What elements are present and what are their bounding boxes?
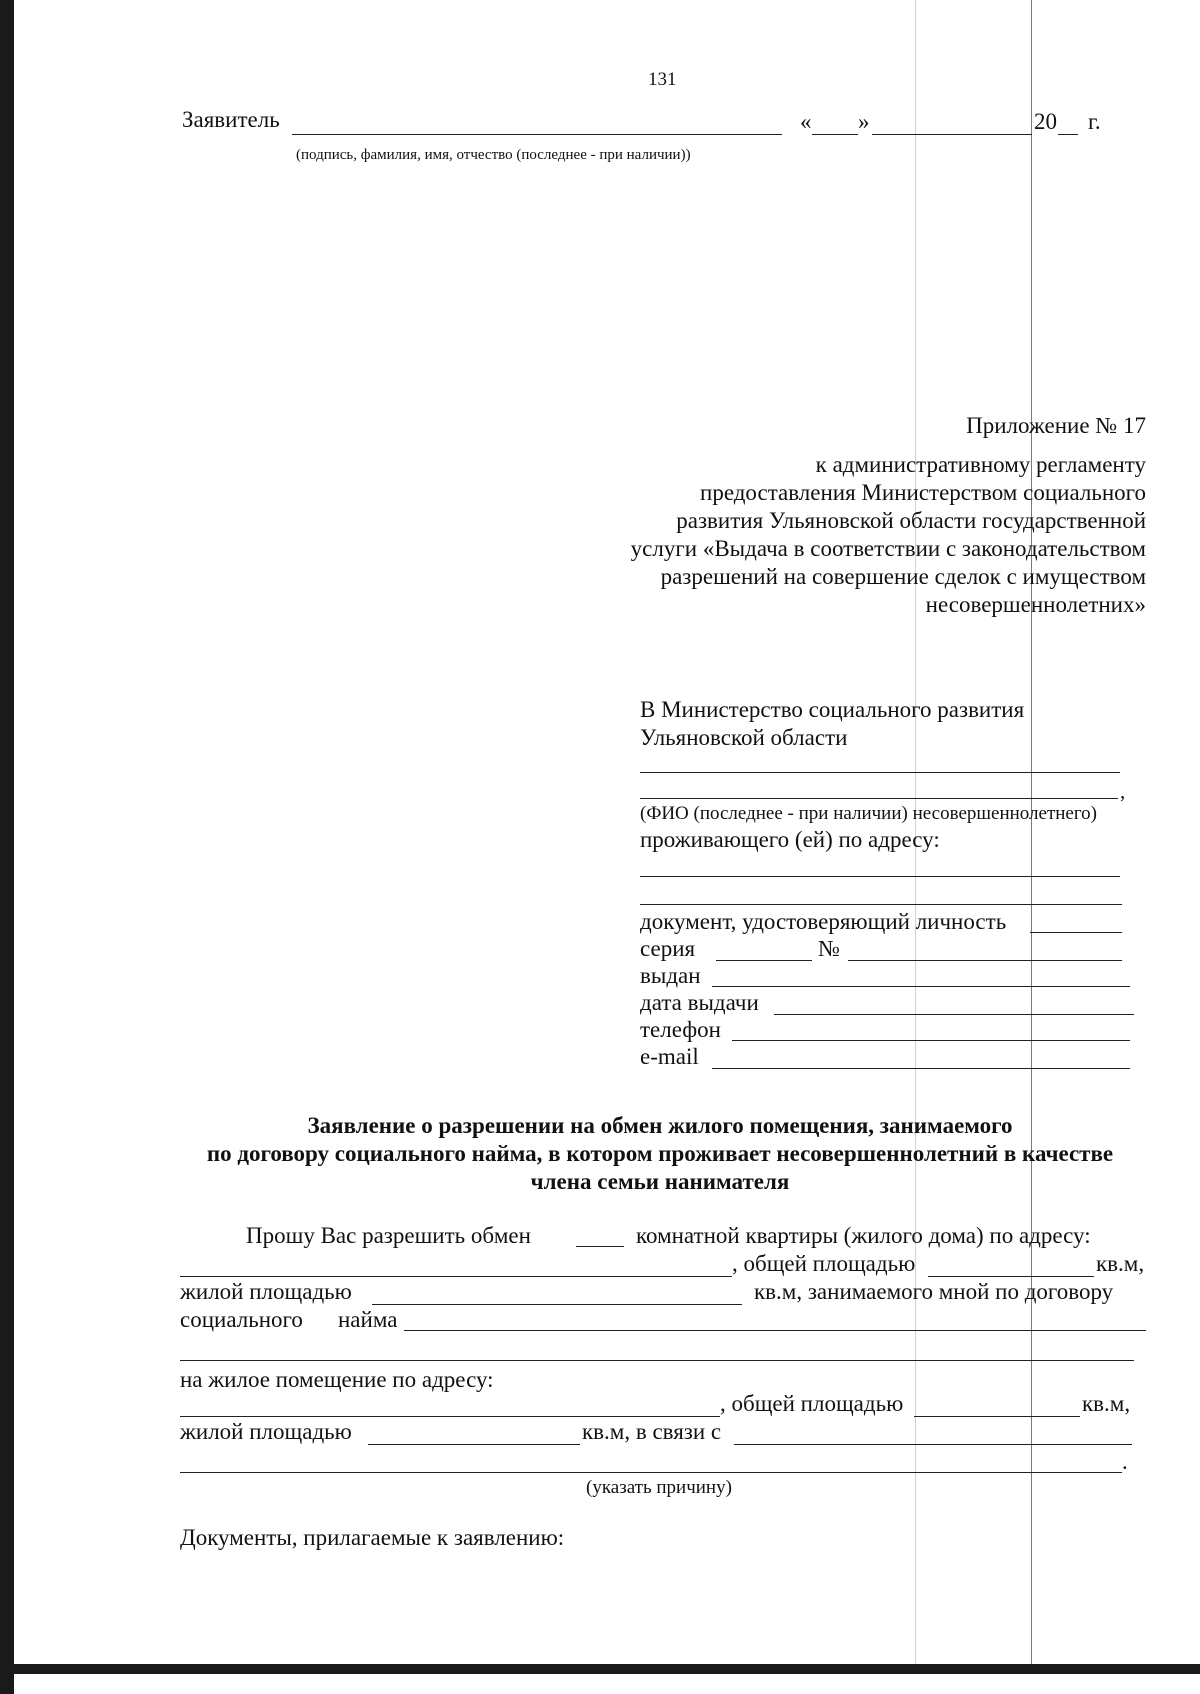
- body-request-start: Прошу Вас разрешить обмен: [246, 1223, 531, 1248]
- living-area2-label: жилой площадью: [180, 1419, 352, 1444]
- body-request-mid: комнатной квартиры (жилого дома) по адресу:: [636, 1223, 1091, 1248]
- document-title: [160, 1112, 1160, 1196]
- phone-label: телефон: [640, 1017, 721, 1042]
- document-label: документ, удостоверяющий личность: [640, 909, 1007, 934]
- issue-date-label: дата выдачи: [640, 990, 759, 1015]
- email-label: e-mail: [640, 1044, 699, 1069]
- reason-line-1[interactable]: [734, 1444, 1132, 1445]
- living-area2-line[interactable]: [368, 1444, 580, 1445]
- reason-caption: (указать причину): [586, 1477, 732, 1498]
- annex-line: к административному регламенту: [815, 452, 1146, 477]
- series-label: серия: [640, 936, 696, 961]
- applicant-label: Заявитель: [182, 107, 280, 132]
- address-line-2[interactable]: [640, 904, 1122, 905]
- fio-caption: (ФИО (последнее - при наличии) несовершеннолетнего): [640, 803, 1098, 824]
- reason-period: .: [1122, 1449, 1128, 1474]
- year-prefix: 20: [1034, 109, 1057, 134]
- year-suffix: г.: [1088, 109, 1101, 134]
- total-area2-line[interactable]: [914, 1416, 1080, 1417]
- exchange-address-line[interactable]: [180, 1276, 732, 1277]
- annex-line: несовершеннолетних»: [925, 592, 1146, 617]
- scan-artifact-line: [1031, 0, 1032, 1664]
- new-place-label: на жилое помещение по адресу:: [180, 1367, 494, 1392]
- quote-open: «: [800, 109, 812, 134]
- annex-line: развития Ульяновской области государственной: [676, 508, 1146, 533]
- hire-label: найма: [338, 1307, 398, 1332]
- documents-label: Документы, прилагаемые к заявлению:: [180, 1525, 565, 1550]
- year-line[interactable]: [1058, 134, 1078, 135]
- series-line[interactable]: [716, 960, 812, 961]
- contract-line-2[interactable]: [180, 1360, 1134, 1361]
- applicant-signature-line[interactable]: [292, 134, 782, 135]
- quote-close: »: [858, 109, 870, 134]
- phone-line[interactable]: [732, 1040, 1130, 1041]
- living-area-line[interactable]: [372, 1304, 742, 1305]
- total-area-label: , общей площадью: [732, 1251, 916, 1276]
- fio-line-1[interactable]: [640, 772, 1120, 773]
- due-to-label: кв.м, в связи с: [582, 1419, 722, 1444]
- fio-line-2[interactable]: [640, 798, 1118, 799]
- annex-line: разрешений на совершение сделок с имуществом: [660, 564, 1146, 589]
- occupied-label: кв.м, занимаемого мной по договору: [754, 1279, 1114, 1304]
- email-line[interactable]: [712, 1068, 1130, 1069]
- annex-block: [631, 412, 1146, 619]
- new-address-line[interactable]: [180, 1416, 720, 1417]
- living-area-label: жилой площадью: [180, 1279, 352, 1304]
- annex-line: Приложение № 17: [966, 413, 1146, 438]
- issued-line[interactable]: [712, 986, 1130, 987]
- title-line: члена семьи нанимателя: [530, 1169, 790, 1194]
- number-label: №: [818, 936, 840, 961]
- total-area2-unit: кв.м,: [1082, 1391, 1131, 1416]
- total-area2-label: , общей площадью: [720, 1391, 904, 1416]
- residing-label: проживающего (ей) по адресу:: [640, 827, 940, 852]
- number-line[interactable]: [848, 960, 1122, 961]
- scan-edge-bottom: [0, 1664, 1200, 1674]
- document-line[interactable]: [1030, 932, 1122, 933]
- social-label: социального: [180, 1307, 303, 1332]
- applicant-caption: (подпись, фамилия, имя, отчество (последнее - при наличии)): [296, 147, 691, 163]
- total-area-line[interactable]: [928, 1276, 1094, 1277]
- annex-line: услуги «Выдача в соответствии с законодательством: [630, 536, 1146, 561]
- title-line: по договору социального найма, в котором проживает несовершеннолетний в качестве: [206, 1141, 1114, 1166]
- month-line[interactable]: [872, 134, 1032, 135]
- addressee-line-2: Ульяновской области: [640, 725, 848, 750]
- rooms-count-line[interactable]: [576, 1246, 624, 1247]
- reason-line-2[interactable]: [180, 1472, 1122, 1473]
- title-line: Заявление о разрешении на обмен жилого помещения, занимаемого: [307, 1113, 1013, 1138]
- annex-line: предоставления Министерством социального: [700, 480, 1146, 505]
- total-area-unit: кв.м,: [1096, 1251, 1145, 1276]
- fio-comma: ,: [1120, 779, 1126, 803]
- addressee-line-1: В Министерство социального развития: [640, 697, 1025, 722]
- scan-edge-left: [0, 0, 14, 1694]
- contract-line-1[interactable]: [404, 1330, 1146, 1331]
- address-line-1[interactable]: [640, 876, 1120, 877]
- day-line[interactable]: [812, 134, 858, 135]
- issue-date-line[interactable]: [774, 1014, 1134, 1015]
- issued-label: выдан: [640, 963, 701, 988]
- page-number: 131: [648, 69, 677, 90]
